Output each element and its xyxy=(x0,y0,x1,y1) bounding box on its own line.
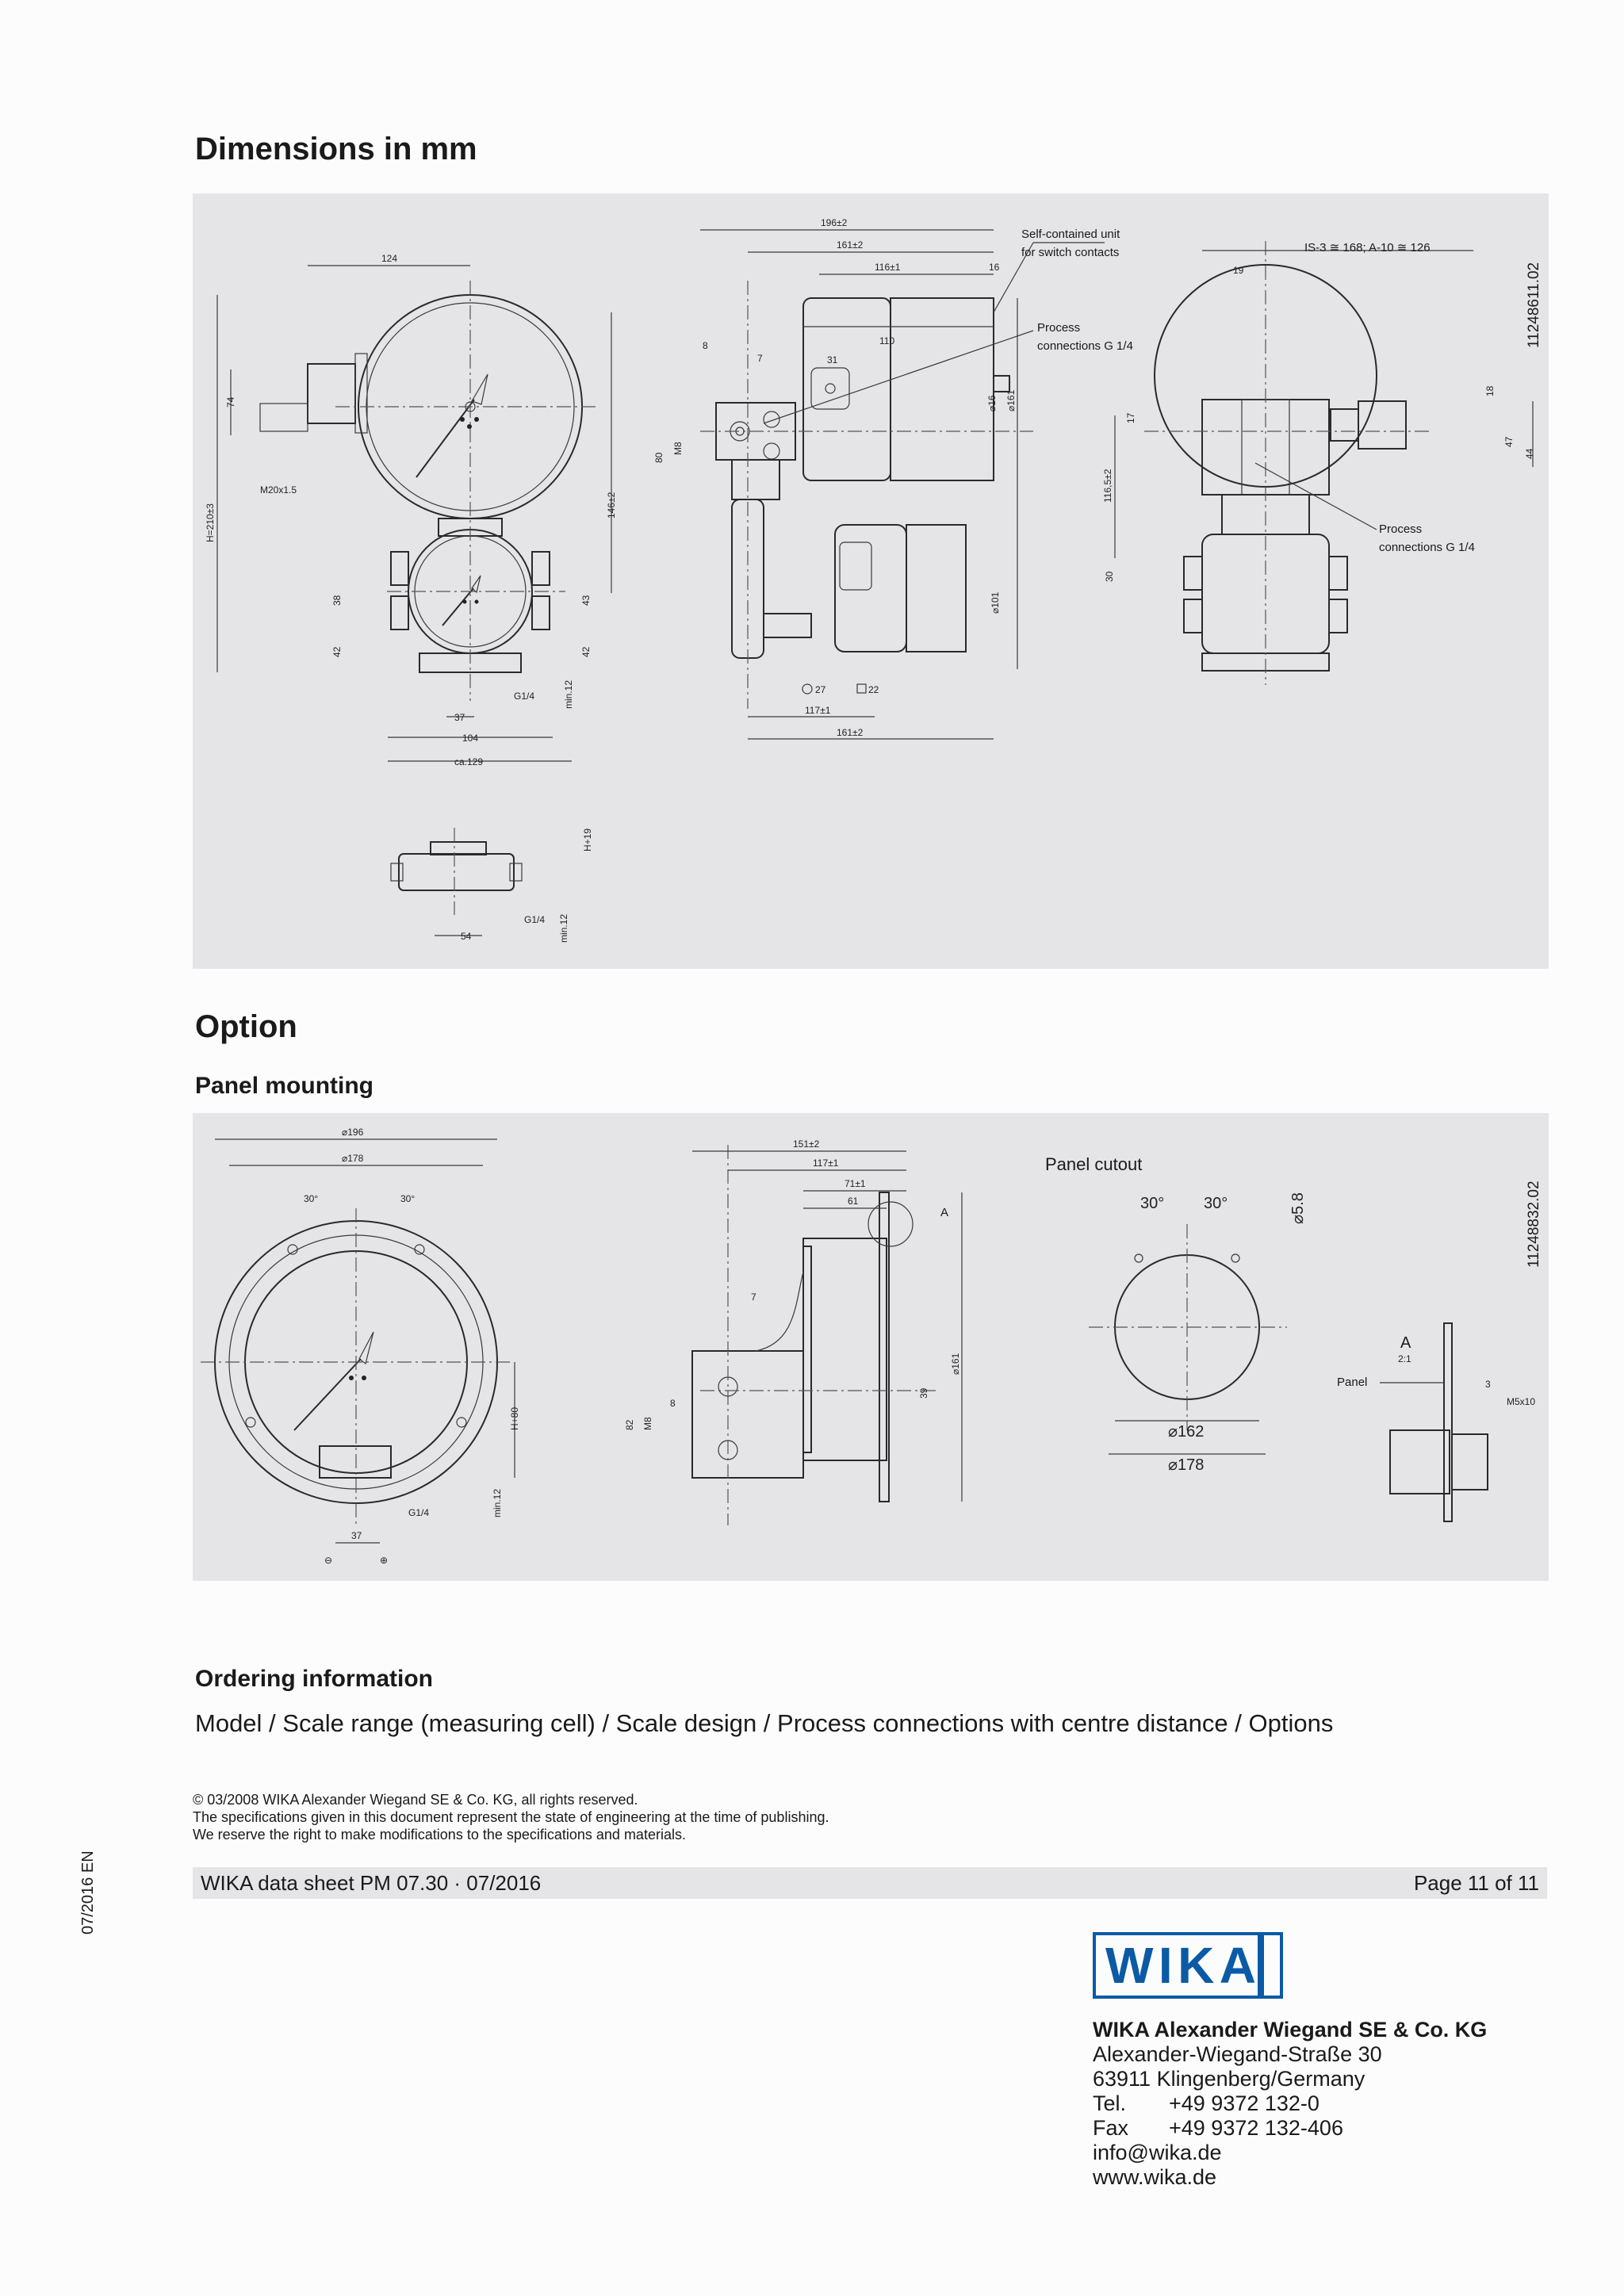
panel-mounting-drawing xyxy=(193,1113,1549,1581)
dim-8: 8 xyxy=(703,340,708,351)
dimensions-drawing xyxy=(193,193,1549,969)
tel-number: +49 9372 132-0 xyxy=(1169,2091,1320,2115)
dim-54: 54 xyxy=(461,931,472,942)
address-street: Alexander-Wiegand-Straße 30 xyxy=(1093,2042,1382,2066)
dim-31: 31 xyxy=(827,354,838,365)
dim-ca129: ca.129 xyxy=(454,756,484,767)
footer-page-number: Page 11 of 11 xyxy=(1413,1871,1539,1895)
dim-44: 44 xyxy=(1524,448,1535,459)
dim-42a: 42 xyxy=(331,646,343,657)
dim-8b: 8 xyxy=(670,1398,676,1409)
panel-side-view xyxy=(624,1138,962,1525)
panel-mounting-title: Panel mounting xyxy=(195,1073,373,1099)
dim-39: 39 xyxy=(918,1387,929,1399)
dim-19: 19 xyxy=(1233,265,1244,276)
address-block xyxy=(1093,2018,1487,2190)
label-a: A xyxy=(940,1206,949,1219)
dim-phi161b: ⌀161 xyxy=(950,1353,961,1375)
rear-view xyxy=(1102,241,1535,685)
dim-161b: 161±2 xyxy=(837,727,864,738)
dim-47: 47 xyxy=(1503,436,1515,447)
dim-117: 117±1 xyxy=(805,705,831,716)
dim-18: 18 xyxy=(1484,385,1496,396)
front-view xyxy=(205,253,617,767)
ordering-text: Model / Scale range (measuring cell) / Scale design / Process connections with centre distance / Options xyxy=(195,1709,1334,1737)
dim-o27: 27 xyxy=(815,684,826,695)
dim-g14b: G1/4 xyxy=(524,914,546,925)
dim-m8: M8 xyxy=(672,442,684,455)
fax-label: Fax xyxy=(1093,2116,1129,2140)
footer-bar xyxy=(193,1867,1547,1899)
dim-g14: G1/4 xyxy=(408,1507,430,1518)
fax-number: +49 9372 132-406 xyxy=(1169,2116,1343,2140)
dim-sq22: 22 xyxy=(868,684,879,695)
drawing1-doc-number: 11248611.02 xyxy=(1526,262,1542,348)
dim-h19: H+19 xyxy=(582,828,593,851)
dim-71: 71±1 xyxy=(845,1178,866,1189)
dim-196: 196±2 xyxy=(821,217,848,228)
dimensions-title: Dimensions in mm xyxy=(195,132,477,166)
dim-phi101: ⌀101 xyxy=(990,591,1001,614)
label-panel: Panel xyxy=(1337,1376,1368,1389)
legal-line-3: We reserve the right to make modifications to the specifications and materials. xyxy=(193,1827,686,1843)
label-self-contained-1: Self-contained unit xyxy=(1021,228,1120,241)
dim-161a: 161±2 xyxy=(837,239,864,251)
dim-124: 124 xyxy=(381,253,398,264)
label-scale-2-1: 2:1 xyxy=(1398,1353,1411,1364)
dim-min12b: min.12 xyxy=(558,913,569,943)
dim-min12: min.12 xyxy=(492,1488,503,1517)
dim-h80: H+80 xyxy=(509,1406,520,1430)
dim-phi161: ⌀161 xyxy=(1005,389,1017,411)
legal-line-2: The specifications given in this document represent the state of engineering at the time of publishing. xyxy=(193,1809,829,1825)
wika-logo xyxy=(1093,1932,1283,1999)
dim-151: 151±2 xyxy=(793,1138,820,1150)
dim-42b: 42 xyxy=(580,646,592,657)
dim-phi162: ⌀162 xyxy=(1168,1423,1205,1441)
panel-mounting-drawing-panel xyxy=(193,1113,1549,1581)
footer-datasheet: WIKA data sheet PM 07.30 · 07/2016 xyxy=(201,1871,542,1895)
ordering-title: Ordering information xyxy=(195,1666,433,1692)
dimensions-drawing-panel xyxy=(193,193,1549,969)
email-link[interactable]: info@wika.de xyxy=(1093,2141,1222,2164)
dim-43: 43 xyxy=(580,595,592,606)
dim-37b: 37 xyxy=(351,1530,362,1541)
sign-minus: ⊖ xyxy=(324,1555,333,1566)
dim-g14a: G1/4 xyxy=(514,691,535,702)
dim-80: 80 xyxy=(653,452,665,463)
dim-37: 37 xyxy=(454,712,465,723)
dim-phi178b: ⌀178 xyxy=(1168,1456,1205,1474)
dim-m20: M20x1.5 xyxy=(260,484,297,496)
side-view xyxy=(653,217,1133,739)
dim-116-5: 116,5±2 xyxy=(1102,469,1113,503)
dim-7: 7 xyxy=(757,353,763,364)
dim-h210: H=210±3 xyxy=(205,503,216,542)
svg-text:WIKA: WIKA xyxy=(1105,1937,1256,1994)
dim-17: 17 xyxy=(1125,412,1136,423)
dim-3: 3 xyxy=(1485,1379,1491,1390)
bottom-view xyxy=(391,828,593,943)
dim-38: 38 xyxy=(331,595,343,606)
dim-104: 104 xyxy=(462,733,479,744)
website-link[interactable]: www.wika.de xyxy=(1093,2165,1217,2189)
dim-deg30d: 30° xyxy=(1204,1195,1228,1212)
dim-m5x10: M5x10 xyxy=(1507,1396,1536,1407)
dim-phi178a: ⌀178 xyxy=(342,1153,364,1164)
legal-notice xyxy=(193,1791,829,1843)
address-city: 63911 Klingenberg/Germany xyxy=(1093,2067,1365,2091)
detail-a-view xyxy=(1337,1323,1535,1521)
label-process-1: Process xyxy=(1037,321,1081,335)
dim-82: 82 xyxy=(624,1419,635,1430)
dim-61: 61 xyxy=(848,1196,859,1207)
label-is3: IS-3 ≅ 168; A-10 ≅ 126 xyxy=(1304,241,1431,254)
dim-m8b: M8 xyxy=(642,1417,653,1430)
label-process-b2: connections G 1/4 xyxy=(1379,541,1475,554)
dim-deg30c: 30° xyxy=(1140,1195,1165,1212)
label-self-contained-2: for switch contacts xyxy=(1021,246,1120,259)
label-a-detail: A xyxy=(1400,1334,1411,1352)
label-panel-cutout: Panel cutout xyxy=(1045,1154,1143,1174)
dim-deg30b: 30° xyxy=(400,1193,416,1204)
company-name: WIKA Alexander Wiegand SE & Co. KG xyxy=(1093,2018,1488,2042)
label-process-2: connections G 1/4 xyxy=(1037,339,1133,353)
dim-117b: 117±1 xyxy=(813,1158,839,1169)
option-title: Option xyxy=(195,1009,297,1044)
dim-phi58: ⌀5.8 xyxy=(1289,1192,1307,1224)
dim-116: 116±1 xyxy=(875,262,901,273)
sign-plus: ⊕ xyxy=(380,1555,389,1566)
tel-label: Tel. xyxy=(1093,2091,1127,2115)
dim-74: 74 xyxy=(225,396,236,408)
label-process-b1: Process xyxy=(1379,522,1423,536)
side-date: 07/2016 EN xyxy=(79,1850,97,1934)
panel-front-view xyxy=(201,1127,520,1566)
dim-min12a: min.12 xyxy=(563,679,574,709)
dim-110: 110 xyxy=(879,335,895,346)
legal-line-1: © 03/2008 WIKA Alexander Wiegand SE & Co. KG, all rights reserved. xyxy=(193,1792,638,1808)
dim-16: 16 xyxy=(989,262,1000,273)
dim-phi16: ⌀16 xyxy=(986,395,998,411)
dim-7b: 7 xyxy=(751,1292,756,1303)
dim-deg30a: 30° xyxy=(304,1193,319,1204)
dim-30: 30 xyxy=(1104,571,1115,582)
dim-146: 146±2 xyxy=(606,492,617,519)
panel-cutout-view xyxy=(1045,1154,1307,1474)
dim-phi196: ⌀196 xyxy=(342,1127,364,1138)
drawing2-doc-number: 11248832.02 xyxy=(1526,1181,1542,1268)
